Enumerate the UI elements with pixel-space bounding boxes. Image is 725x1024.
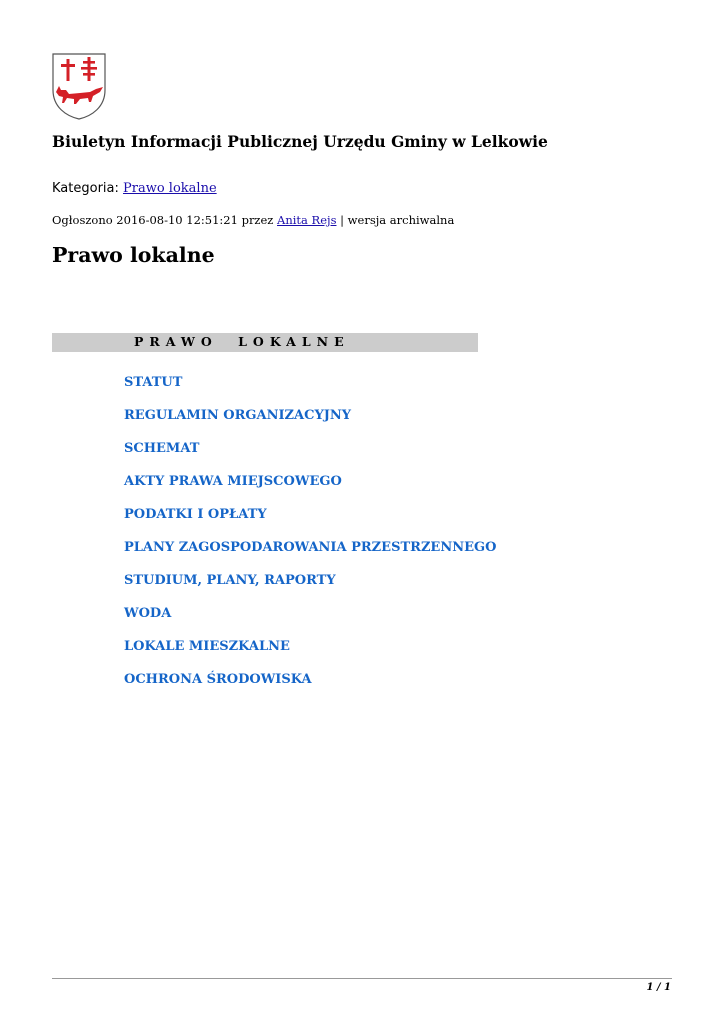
link-studium-plany-raporty[interactable]: STUDIUM, PLANY, RAPORTY [124, 573, 336, 588]
section-heading: PRAWO LOKALNE [134, 334, 350, 349]
link-podatki-i-oplaty[interactable]: PODATKI I OPŁATY [124, 507, 267, 522]
list-item [124, 536, 496, 569]
link-regulamin-organizacyjny[interactable]: REGULAMIN ORGANIZACYJNY [124, 408, 352, 423]
list-item [124, 602, 496, 635]
publication-meta [52, 213, 454, 227]
section-link-list [124, 371, 496, 701]
link-akty-prawa-miejscowego[interactable]: AKTY PRAWA MIEJSCOWEGO [124, 474, 342, 489]
list-item [124, 437, 496, 470]
coat-of-arms-icon [50, 52, 108, 120]
list-item [124, 635, 496, 668]
list-item [124, 470, 496, 503]
meta-prefix: Ogłoszono 2016-08-10 12:51:21 przez [52, 213, 278, 227]
list-item [124, 404, 496, 437]
link-lokale-mieszkalne[interactable]: LOKALE MIESZKALNE [124, 639, 290, 654]
list-item [124, 569, 496, 602]
page-title: Prawo lokalne [52, 243, 215, 267]
link-plany-zagospodarowania[interactable]: PLANY ZAGOSPODAROWANIA PRZESTRZENNEGO [124, 540, 497, 555]
list-item [124, 668, 496, 701]
footer-divider [52, 978, 672, 979]
author-link[interactable]: Anita Rejs [277, 213, 337, 227]
section-header-bar [52, 333, 478, 352]
category-line [52, 181, 217, 196]
link-woda[interactable]: WODA [124, 606, 172, 621]
link-ochrona-srodowiska[interactable]: OCHRONA ŚRODOWISKA [124, 672, 312, 687]
list-item [124, 503, 496, 536]
site-title: Biuletyn Informacji Publicznej Urzędu Gminy w Lelkowie [52, 132, 548, 151]
list-item [124, 371, 496, 404]
page-number: 1 / 1 [646, 982, 671, 993]
category-link[interactable]: Prawo lokalne [123, 181, 217, 196]
meta-suffix: | wersja archiwalna [336, 213, 455, 227]
category-label: Kategoria: [52, 181, 123, 196]
link-schemat[interactable]: SCHEMAT [124, 441, 200, 456]
link-statut[interactable]: STATUT [124, 375, 183, 390]
